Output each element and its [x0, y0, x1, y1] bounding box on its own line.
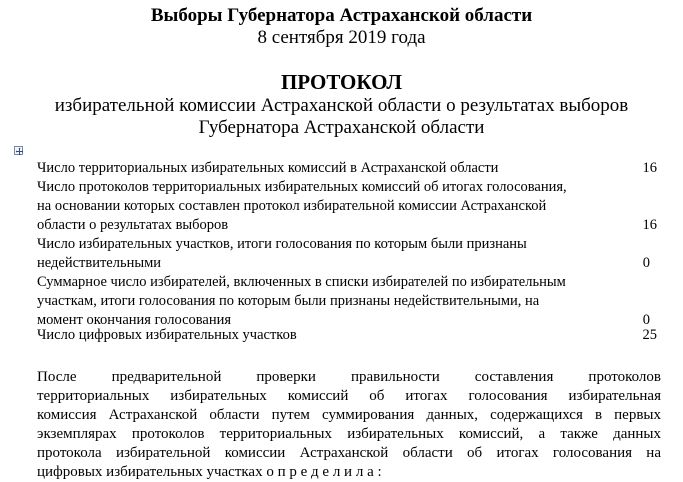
summary-row-3-line-2: недействительными	[37, 255, 162, 271]
decision-paragraph-line-5: протокола избирательной комиссии Астраханской области об итогах голосования на	[37, 445, 661, 461]
summary-row-1-value: 16	[642, 160, 657, 176]
summary-row-4-value: 0	[642, 312, 650, 328]
decision-paragraph-line-6: цифровых избирательных участках о п р е д е л и л а :	[37, 464, 382, 480]
summary-row-2-line-3: области о результатах выборов	[37, 217, 229, 233]
summary-row-2-line-2: на основании которых составлен протокол избирательной комиссии Астраханской	[37, 198, 547, 214]
election-date: 8 сентября 2019 года	[257, 27, 426, 48]
protocol-heading: ПРОТОКОЛ	[280, 70, 403, 94]
summary-row-1-line-1: Число территориальных избирательных комиссий в Астраханской области	[37, 160, 499, 176]
decision-paragraph-line-2: территориальных избирательных комиссий об итогах голосования избирательная	[37, 388, 661, 404]
summary-row-3-value: 0	[642, 255, 650, 271]
summary-row-4-line-3: момент окончания голосования	[37, 312, 232, 328]
election-title: Выборы Губернатора Астраханской области	[150, 5, 533, 26]
decision-paragraph-line-1: После предварительной проверки правильности составления протоколов	[37, 369, 661, 385]
summary-row-3-line-1: Число избирательных участков, итоги голосования по которым были признаны	[37, 236, 527, 252]
protocol-subtitle-line-1: избирательной комиссии Астраханской области о результатах выборов	[54, 95, 629, 116]
summary-row-4-line-2: участкам, итоги голосования по которым были признаны недействительными, на	[37, 293, 540, 309]
summary-row-5-value: 25	[642, 327, 657, 343]
protocol-subtitle-line-2: Губернатора Астраханской области	[198, 117, 485, 138]
summary-row-2-line-1: Число протоколов территориальных избирательных комиссий об итогах голосования,	[37, 179, 567, 195]
table-move-icon[interactable]	[14, 146, 23, 155]
summary-row-4-line-1: Суммарное число избирателей, включенных в списки избирателей по избирательным	[37, 274, 566, 290]
summary-row-2-value: 16	[642, 217, 657, 233]
summary-row-5-line-1: Число цифровых избирательных участков	[37, 327, 297, 343]
decision-paragraph-line-3: комиссия Астраханской области путем суммирования данных, содержащихся в первых	[37, 407, 661, 423]
decision-paragraph-line-4: экземплярах протоколов территориальных избирательных комиссий, а также данных	[37, 426, 661, 442]
